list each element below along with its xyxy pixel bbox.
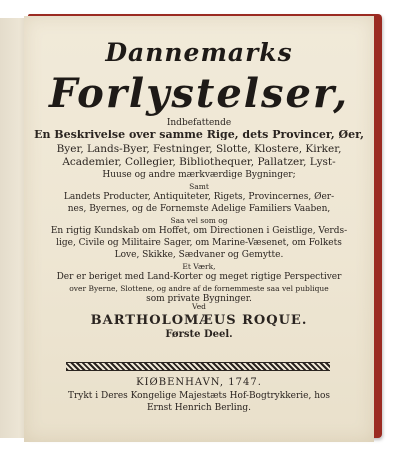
body-line: nes, Byernes, og de Fornemste Adelige Familiers Vaaben, [67,204,331,214]
body-line: Indbefattende [166,118,232,128]
imprint-place-year: KIØBENHAVN, 1747. [136,377,262,388]
body-line: Et Værk, [182,262,216,271]
body-line: over Byerne, Slottene, og andre af de fornemmeste saa vel publique [69,284,329,293]
author-name: BARTHOLOMÆUS ROQUE. [90,313,308,328]
body-line: Byer, Lands-Byer, Festninger, Slotte, Klostere, Kirker, [56,144,342,154]
title-line-2: Forlystelser, [48,70,350,117]
body-line: En Beskrivelse over samme Rige, dets Provincer, Øer, [34,130,364,140]
body-line: Love, Skikke, Sædvaner og Gemytte. [114,250,284,260]
imprint-printer: Trykt i Deres Kongelige Majestæts Hof-Bogtrykkerie, hos [67,391,331,401]
body-line: Ved [192,302,206,311]
body-line: Saa vel som og [170,216,228,225]
body-line: som private Bygninger. [146,294,252,304]
body-line: Huuse og andre mærkværdige Bygninger; [102,170,296,180]
body-line: Landets Producter, Antiquiteter, Rigets, Provincernes, Øer- [63,192,335,202]
body-line: lige, Civile og Militaire Sager, om Marine-Væsenet, om Folkets [56,238,342,248]
imprint-printer-name: Ernst Henrich Berling. [146,403,252,413]
body-line: Academier, Collegier, Bibliothequer, Pallatzer, Lyst- [62,157,336,167]
body-line: Der er beriget med Land-Korter og meget rigtige Perspectiver [56,272,342,282]
body-line: En rigtig Kundskab om Hoffet, om Directionen i Geistlige, Verds- [50,226,348,236]
title-line-1: Dannemarks [105,38,293,67]
body-line: Samt [189,182,209,191]
volume-label: Første Deel. [165,329,233,340]
ornamental-rule [66,362,330,371]
title-page [24,16,374,442]
